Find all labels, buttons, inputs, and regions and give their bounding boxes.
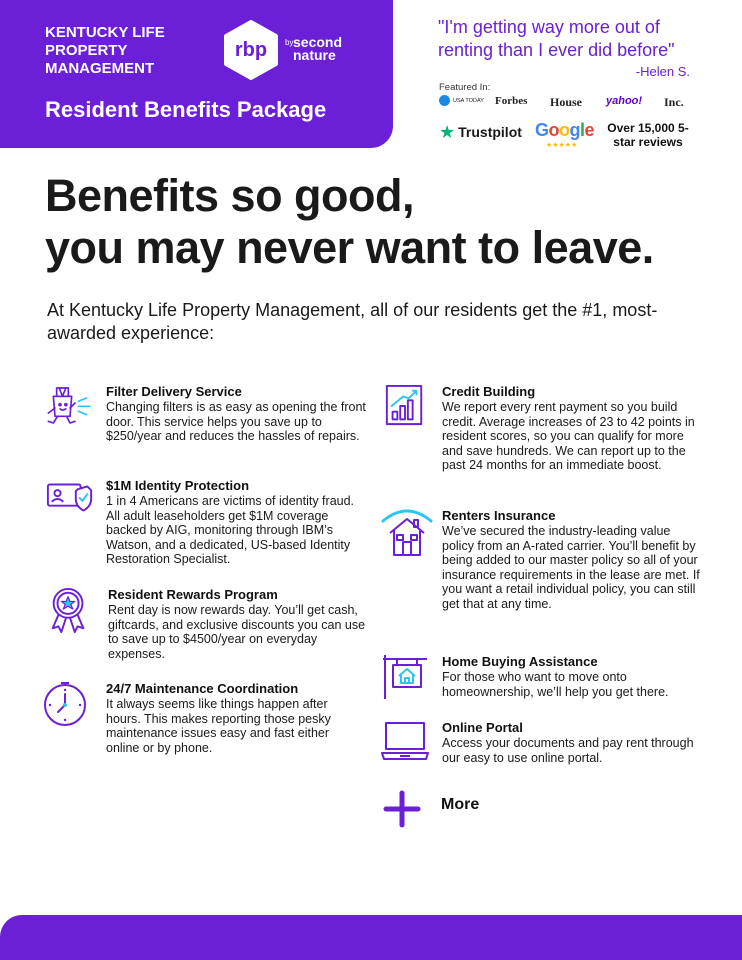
- laptop-icon: [380, 719, 432, 763]
- testimonial-quote: "I'm getting way more out of renting than I ever did before": [438, 17, 675, 60]
- benefit-title: Home Buying Assistance: [442, 654, 598, 669]
- rbp-logo-text: rbp: [234, 38, 268, 61]
- benefit-text: It always seems like things happen after hours. This makes reporting those pesky maintenance issues easy and fast either online or by phone.: [106, 697, 331, 755]
- clock-icon: [42, 680, 90, 728]
- trustpilot-star-icon: ★: [439, 122, 456, 142]
- benefit-text: We report every rent payment so you build credit. Average increases of 23 to 42 points in resident scores, so you can qualify for more and save hundreds. We can report up to the past 24 months for an immediate boost.: [442, 400, 695, 473]
- usa-today-text: USA TODAY: [453, 97, 484, 104]
- benefit-text: Rent day is now rewards day. You’ll get cash, giftcards, and exclusive discounts you can use to save up to $4500/year on everyday expenses.: [108, 603, 366, 661]
- rewards-badge-icon: [45, 586, 93, 636]
- google-logo: [535, 120, 594, 141]
- identity-card-shield-icon: [45, 477, 95, 517]
- benefit-text: For those who want to move onto homeownership, we’ll help you get there.: [442, 670, 669, 699]
- headline: [45, 170, 725, 274]
- benefit-title: Renters Insurance: [442, 508, 556, 523]
- google-letter: g: [569, 120, 581, 140]
- google-letter: o: [548, 120, 560, 140]
- benefit-title: Resident Rewards Program: [108, 587, 278, 602]
- reviews-count: Over 15,000 5-star reviews: [607, 121, 689, 149]
- more-link[interactable]: More: [441, 796, 480, 813]
- headline-line-1: Benefits so good,: [45, 170, 415, 221]
- logo-by: by: [285, 38, 294, 47]
- google-letter: o: [559, 120, 570, 140]
- google-letter: G: [535, 120, 549, 140]
- benefit-title: 24/7 Maintenance Coordination: [106, 681, 299, 696]
- inc-logo: Inc.: [664, 95, 684, 109]
- google-stars: ★★★★★: [546, 142, 578, 149]
- house-logo: House: [550, 95, 583, 109]
- testimonial-author: -Helen S.: [635, 64, 690, 79]
- featured-label: Featured In:: [439, 82, 491, 93]
- google-letter: e: [584, 120, 595, 140]
- plus-icon[interactable]: [383, 790, 421, 828]
- google-letter: l: [580, 120, 585, 140]
- benefit-text: We’ve secured the industry-leading value policy from an A-rated carrier. You’ll benefit by being added to our master policy so all of your insurance requirements in the lease are met. If you want a retail individual policy, you can still get that at any time.: [442, 524, 700, 611]
- trustpilot-logo: [439, 123, 522, 141]
- benefit-title: Filter Delivery Service: [106, 384, 242, 399]
- filter-box-delivery-icon: [40, 383, 100, 433]
- credit-chart-icon: [384, 383, 426, 429]
- forbes-logo: Forbes: [495, 95, 528, 107]
- footer-band: [0, 915, 742, 960]
- usa-today-dot-icon: [439, 95, 450, 106]
- intro-text: At Kentucky Life Property Management, all of our residents get the #1, most-awarded experience:: [47, 300, 658, 343]
- usa-today-logo: [439, 95, 484, 106]
- house-umbrella-icon: [380, 507, 434, 559]
- logo-brand: second nature: [293, 34, 343, 63]
- company-name: KENTUCKY LIFE PROPERTY MANAGEMENT: [45, 24, 165, 77]
- trustpilot-text: Trustpilot: [458, 124, 522, 140]
- home-sale-sign-icon: [381, 653, 433, 701]
- benefit-text: Changing filters is as easy as opening the front door. This service helps you save up to $250/year and reduces the hassles of repairs.: [106, 400, 366, 444]
- benefit-title: Credit Building: [442, 384, 536, 399]
- headline-line-2: you may never want to leave.: [45, 222, 654, 273]
- benefit-title: $1M Identity Protection: [106, 478, 250, 493]
- benefit-text: Access your documents and pay rent through our easy to use online portal.: [442, 736, 694, 765]
- yahoo-logo: yahoo!: [606, 95, 643, 107]
- benefit-text: 1 in 4 Americans are victims of identity fraud. All adult leaseholders get $1M coverage backed by AIG, monitoring through IBM’s Watson, and a dedicated, US-based Identity Restoration Specialist.: [106, 494, 355, 567]
- package-title: Resident Benefits Package: [45, 97, 327, 122]
- benefit-title: Online Portal: [442, 720, 523, 735]
